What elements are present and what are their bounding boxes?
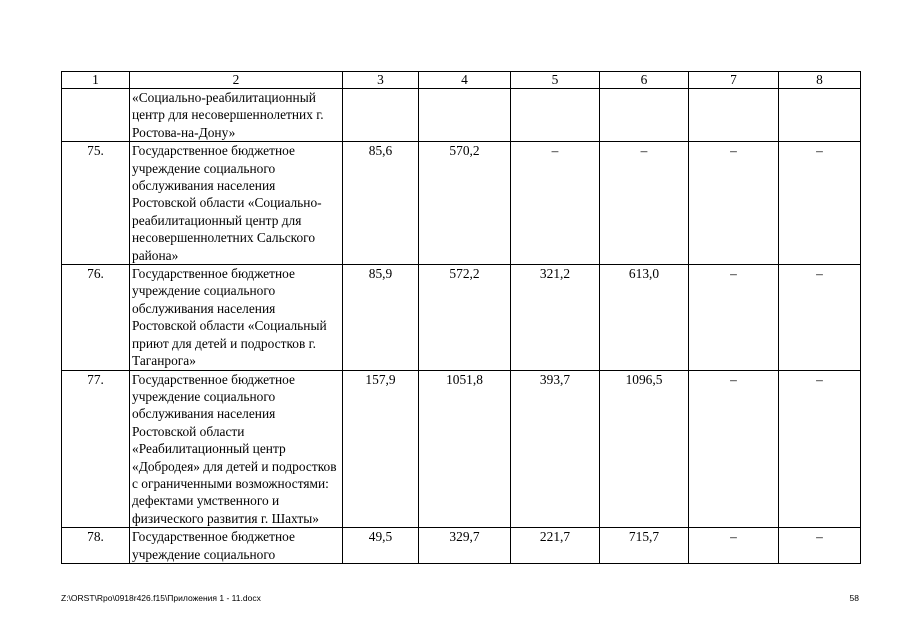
institution-name: Государственное бюджетное учреждение социального обслуживания населения Ростовской области «Социальный приют для детей и подростков г. Таганрога» [130, 265, 343, 370]
institution-name: Государственное бюджетное учреждение социального обслуживания населения Ростовской области «Социально-реабилитационный центр для несовершеннолетних Сальского района» [130, 142, 343, 265]
table-row [62, 142, 861, 265]
file-path: Z:\ORST\Rpo\0918r426.f15\Приложения 1 - 11.docx [61, 593, 261, 603]
cell-col-3 [343, 89, 419, 142]
cell-col-4: 570,2 [419, 142, 511, 265]
cell-col-8: – [779, 528, 861, 564]
table-row [62, 265, 861, 370]
cell-col-8: – [779, 142, 861, 265]
cell-col-5: 321,2 [511, 265, 600, 370]
institution-name: «Социально-реабилитационный центр для несовершеннолетних г. Ростова-на-Дону» [130, 89, 343, 142]
col-header-8: 8 [779, 72, 861, 89]
cell-col-8: – [779, 265, 861, 370]
cell-col-4: 1051,8 [419, 370, 511, 528]
row-number [62, 89, 130, 142]
col-header-1: 1 [62, 72, 130, 89]
col-header-2: 2 [130, 72, 343, 89]
cell-col-8 [779, 89, 861, 142]
cell-col-7: – [689, 528, 779, 564]
cell-col-6: 715,7 [600, 528, 689, 564]
header-row [62, 72, 861, 89]
cell-col-7: – [689, 265, 779, 370]
cell-col-7: – [689, 370, 779, 528]
table-row [62, 370, 861, 528]
cell-col-6: 613,0 [600, 265, 689, 370]
cell-col-3: 157,9 [343, 370, 419, 528]
col-header-3: 3 [343, 72, 419, 89]
page-number: 58 [849, 593, 859, 603]
cell-col-3: 85,6 [343, 142, 419, 265]
cell-col-5: 393,7 [511, 370, 600, 528]
data-table [61, 71, 861, 564]
cell-col-4 [419, 89, 511, 142]
cell-col-6: – [600, 142, 689, 265]
institution-name: Государственное бюджетное учреждение социального обслуживания населения Ростовской области «Реабилитационный центр «Добродея» для детей и подростков с ограниченными возможностями: дефектами умственного и физического развития г. Шахты» [130, 370, 343, 528]
cell-col-6: 1096,5 [600, 370, 689, 528]
cell-col-5 [511, 89, 600, 142]
cell-col-4: 329,7 [419, 528, 511, 564]
col-header-5: 5 [511, 72, 600, 89]
row-number: 75. [62, 142, 130, 265]
table-row [62, 89, 861, 142]
page-footer [61, 593, 859, 603]
col-header-4: 4 [419, 72, 511, 89]
row-number: 77. [62, 370, 130, 528]
cell-col-7: – [689, 142, 779, 265]
cell-col-3: 85,9 [343, 265, 419, 370]
cell-col-3: 49,5 [343, 528, 419, 564]
cell-col-4: 572,2 [419, 265, 511, 370]
col-header-7: 7 [689, 72, 779, 89]
cell-col-5: 221,7 [511, 528, 600, 564]
institution-name: Государственное бюджетное учреждение социального [130, 528, 343, 564]
row-number: 78. [62, 528, 130, 564]
cell-col-6 [600, 89, 689, 142]
row-number: 76. [62, 265, 130, 370]
cell-col-5: – [511, 142, 600, 265]
table-row [62, 528, 861, 564]
col-header-6: 6 [600, 72, 689, 89]
cell-col-8: – [779, 370, 861, 528]
cell-col-7 [689, 89, 779, 142]
